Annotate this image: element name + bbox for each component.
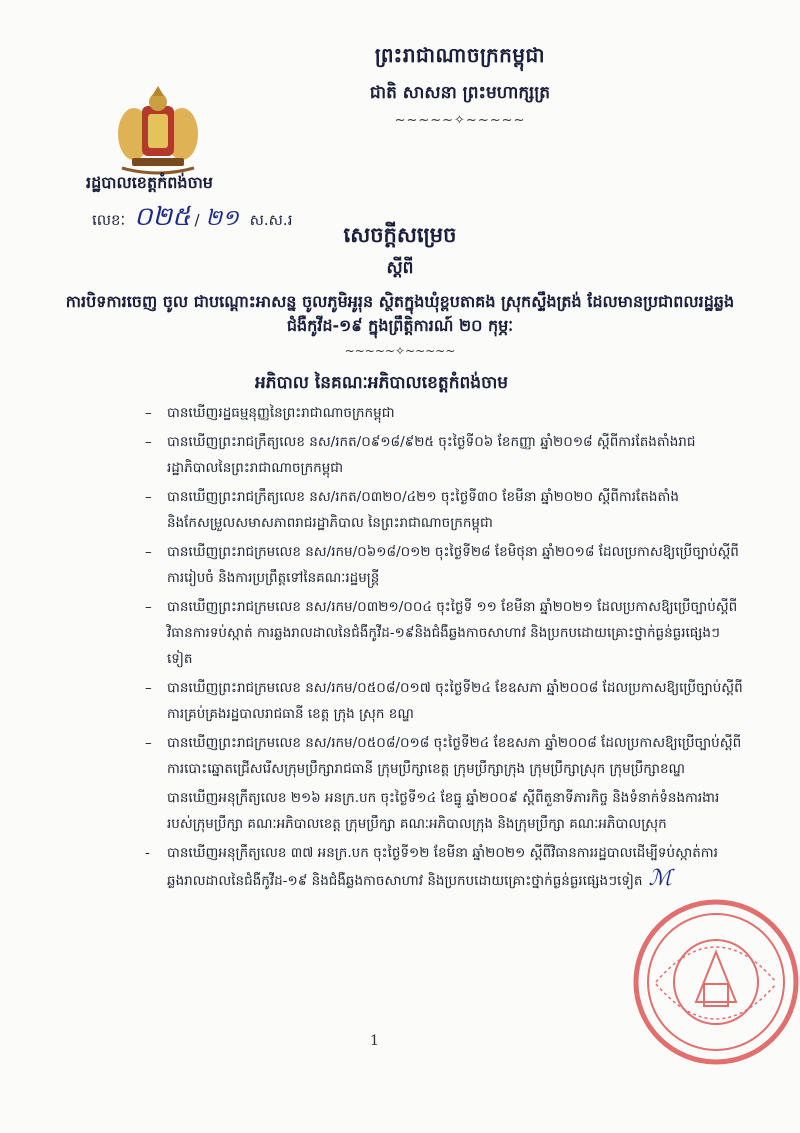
- list-item: [145, 675, 745, 727]
- national-motto: ជាតិ សាសនា ព្រះមហាក្សត្រ: [369, 83, 551, 103]
- list-item: [145, 840, 745, 894]
- list-item-text: បានឃើញរដ្ឋធម្មនុញ្ញនៃព្រះរាជាណាចក្រកម្ពុជា: [167, 405, 395, 421]
- preamble-list: [145, 400, 745, 897]
- header-ornament: ~~~~~✧~~~~~: [394, 113, 526, 128]
- list-item: [145, 539, 745, 591]
- subject-label: ស្ដីពី: [386, 258, 414, 278]
- reference-number-handwritten: ០២៥: [133, 202, 191, 232]
- list-item-text: បានឃើញអនុក្រឹត្យលេខ ២១៦ អនក្រ.បក ចុះថ្ងៃទី១៤ ខែធ្នូ ឆ្នាំ២០០៩ ស្ដីពីតួនាទីភារកិច្ច និងទំនាក់ទំនងការងាររបស់ក្រុមប្រឹក្សា គណៈអភិបាលខេត្ត ក្រុមប្រឹក្សា គណៈអភិបាលក្រុង និងក្រុមប្រឹក្សា គណៈអភិបាលស្រុក: [167, 790, 720, 832]
- coat-of-arms-icon: [112, 84, 204, 176]
- list-item-text: បានឃើញព្រះរាជក្រឹត្យលេខ នស/រកត/០៣២០/៤២១ ចុះថ្ងៃទី៣០ ខែមីនា ឆ្នាំ២០២០ ស្ដីពីការតែងតាំង និងកែសម្រួលសមាសភាពរាជរដ្ឋាភិបាល នៃព្រះរាជាណាចក្រកម្ពុជា: [167, 489, 679, 531]
- reference-label: លេខៈ: [92, 211, 126, 229]
- list-dash: –: [145, 434, 152, 450]
- list-item-text: បានឃើញអនុក្រឹត្យលេខ ៣៧ អនក្រ.បក ចុះថ្ងៃទី១២ ខែមីនា ឆ្នាំ២០២១ ស្ដីពីវិធានការរដ្ឋបាលដើម្បីទប់ស្កាត់ការឆ្លងរាលដាលនៃជំងឺកូវីដ-១៩ និងជំងឺឆ្លងកាចសាហាវ និងប្រកបដោយគ្រោះថ្នាក់ធ្ងន់ធ្ងរផ្សេងៗទៀត: [167, 845, 718, 889]
- title-ornament: ~~~~~✧~~~~~: [344, 344, 456, 358]
- list-dash: –: [145, 405, 152, 421]
- section-heading: អភិបាល នៃគណៈអភិបាលខេត្តកំពង់ចាម: [255, 373, 509, 393]
- page-number: 1: [370, 1033, 379, 1049]
- kingdom-title: ព្រះរាជាណាចក្រកម្ពុជា: [374, 43, 546, 67]
- list-item-text: បានឃើញព្រះរាជក្រមលេខ នស/រកម/០៥០៨/០១៧ ចុះថ្ងៃទី២៤ ខែឧសភា ឆ្នាំ២០០៨ ដែលប្រកាសឱ្យប្រើច្បាប់ស្ដីពីការគ្រប់គ្រងរដ្ឋបាលរាជធានី ខេត្ត ក្រុង ស្រុក ខណ្ឌ: [167, 680, 743, 722]
- issuing-authority: រដ្ឋបាលខេត្តកំពង់ចាម: [86, 173, 213, 192]
- list-dash: –: [145, 544, 152, 560]
- kingdom-header: [240, 42, 680, 128]
- reference-number: លេខៈ ០២៥ / ២១ ស.ស.រ: [92, 202, 293, 232]
- decision-subject: ការបិទការចេញ ចូល ជាបណ្ដោះអាសន្ន ចូលភូមិអូរុន ស្ថិតក្នុងឃុំខ្ពបតាគង ស្រុកស្ទឹងត្រង់ ដែលមានប្រជាពលរដ្ឋឆ្លងជំងឺកូវីដ-១៩ ក្នុងព្រឹត្តិការណ៍ ២០ កុម្ភៈ: [65, 292, 735, 335]
- list-item: [145, 429, 745, 481]
- list-item: [145, 594, 745, 672]
- list-item: [145, 730, 745, 782]
- list-item-text: បានឃើញព្រះរាជក្រមលេខ នស/រកម/០៦១៨/០១២ ចុះថ្ងៃទី២៨ ខែមិថុនា ឆ្នាំ២០១៨ ដែលប្រកាសឱ្យប្រើច្បាប់ស្ដីពីការរៀបចំ និងការប្រព្រឹត្តទៅនៃគណៈរដ្ឋមន្ត្រី: [167, 544, 739, 586]
- reference-suffix: ស.ស.រ: [249, 211, 293, 229]
- list-dash: –: [145, 489, 152, 505]
- handwritten-initial: ℳ: [648, 866, 673, 891]
- list-item: [145, 400, 745, 426]
- list-dash: -: [145, 845, 150, 861]
- official-seal-icon: [626, 892, 800, 1072]
- list-dash: –: [145, 735, 152, 751]
- reference-year-handwritten: ២១: [205, 206, 239, 231]
- list-item: [145, 785, 745, 837]
- list-item-text: បានឃើញព្រះរាជក្រមលេខ នស/រកម/០៥០៨/០១៨ ចុះថ្ងៃទី២៤ ខែឧសភា ឆ្នាំ២០០៨ ដែលប្រកាសឱ្យប្រើច្បាប់ស្ដីពីការបោះឆ្នោតជ្រើសរើសក្រុមប្រឹក្សារាជធានី ក្រុមប្រឹក្សាខេត្ត ក្រុមប្រឹក្សាក្រុង ក្រុមប្រឹក្សាស្រុក ក្រុមប្រឹក្សាខណ្ឌ: [167, 735, 742, 777]
- decision-title-block: [60, 222, 740, 358]
- decision-title: សេចក្ដីសម្រេច: [343, 223, 457, 247]
- list-dash: –: [145, 599, 152, 615]
- list-item-text: បានឃើញព្រះរាជក្រមលេខ នស/រកម/០៣២១/០០៤ ចុះថ្ងៃទី ១១ ខែមីនា ឆ្នាំ២០២១ ដែលប្រកាសឱ្យប្រើច្បាប់ស្ដីពីវិធានការទប់ស្កាត់ ការឆ្លងរាលដាលនៃជំងឺកូវីដ-១៩និងជំងឺឆ្លងកាចសាហាវ និងប្រកបដោយគ្រោះថ្នាក់ធ្ងន់ធ្ងរផ្សេងៗទៀត: [167, 599, 738, 667]
- list-item-text: បានឃើញព្រះរាជក្រឹត្យលេខ នស/រកត/០៩១៨/៩២៥ ចុះថ្ងៃទី០៦ ខែកញ្ញា ឆ្នាំ២០១៨ ស្ដីពីការតែងតាំងរាជរដ្ឋាភិបាលនៃព្រះរាជាណាចក្រកម្ពុជា: [167, 434, 696, 476]
- list-dash: –: [145, 680, 152, 696]
- list-item: [145, 484, 745, 536]
